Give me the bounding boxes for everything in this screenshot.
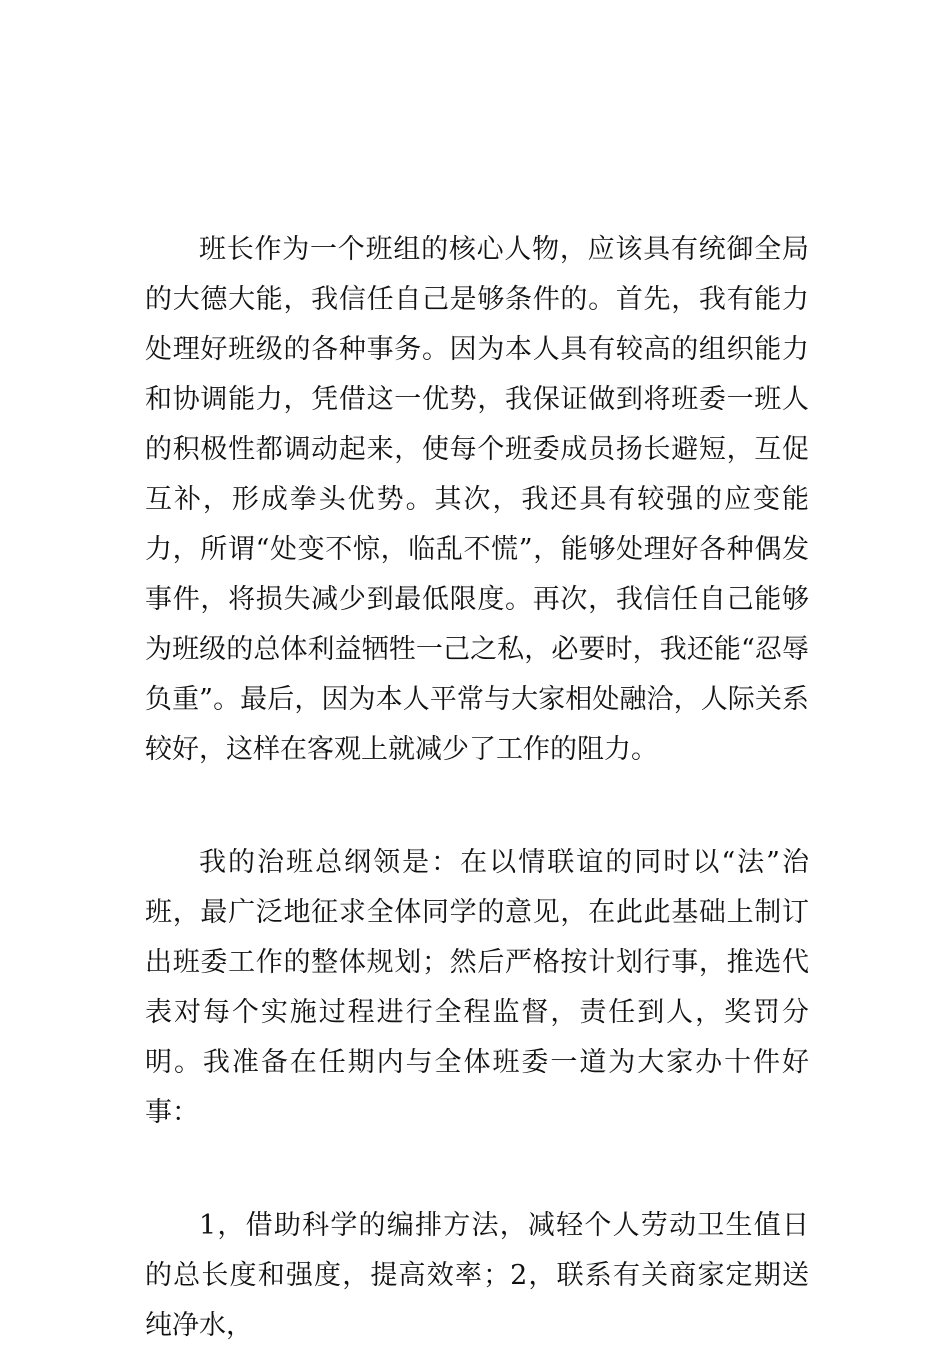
paragraph-spacer <box>145 775 809 838</box>
paragraph-governing-principles: 我的治班总纲领是：在以情联谊的同时以“法”治班，最广泛地征求全体同学的意见，在此此基础上制订出班委工作的整体规划；然后严格按计划行事，推选代表对每个实施过程进行全程监督，责任到人，奖罚分明。我准备在任期内与全体班委一道为大家办十件好事： <box>145 847 809 1128</box>
paragraph-spacer <box>145 1138 809 1201</box>
paragraph-monitor-qualifications: 班长作为一个班组的核心人物，应该具有统御全局的大德大能，我信任自己是够条件的。首先，我有能力处理好班级的各种事务。因为本人具有较高的组织能力和协调能力，凭借这一优势，我保证做到将班委一班人的积极性都调动起来，使每个班委成员扬长避短，互促互补，形成拳头优势。其次，我还具有较强的应变能力，所谓“处变不惊，临乱不慌”，能够处理好各种偶发事件，将损失减少到最低限度。再次，我信任自己能够为班级的总体利益牺牲一己之私，必要时，我还能“忍辱负重”。最后，因为本人平常与大家相处融洽，人际关系较好，这样在客观上就减少了工作的阻力。 <box>145 234 809 765</box>
document-body <box>145 225 809 1351</box>
paragraph-good-deeds-list: 1，借助科学的编排方法，减轻个人劳动卫生值日的总长度和强度，提高效率；2，联系有关商家定期送纯净水， <box>145 1210 809 1341</box>
